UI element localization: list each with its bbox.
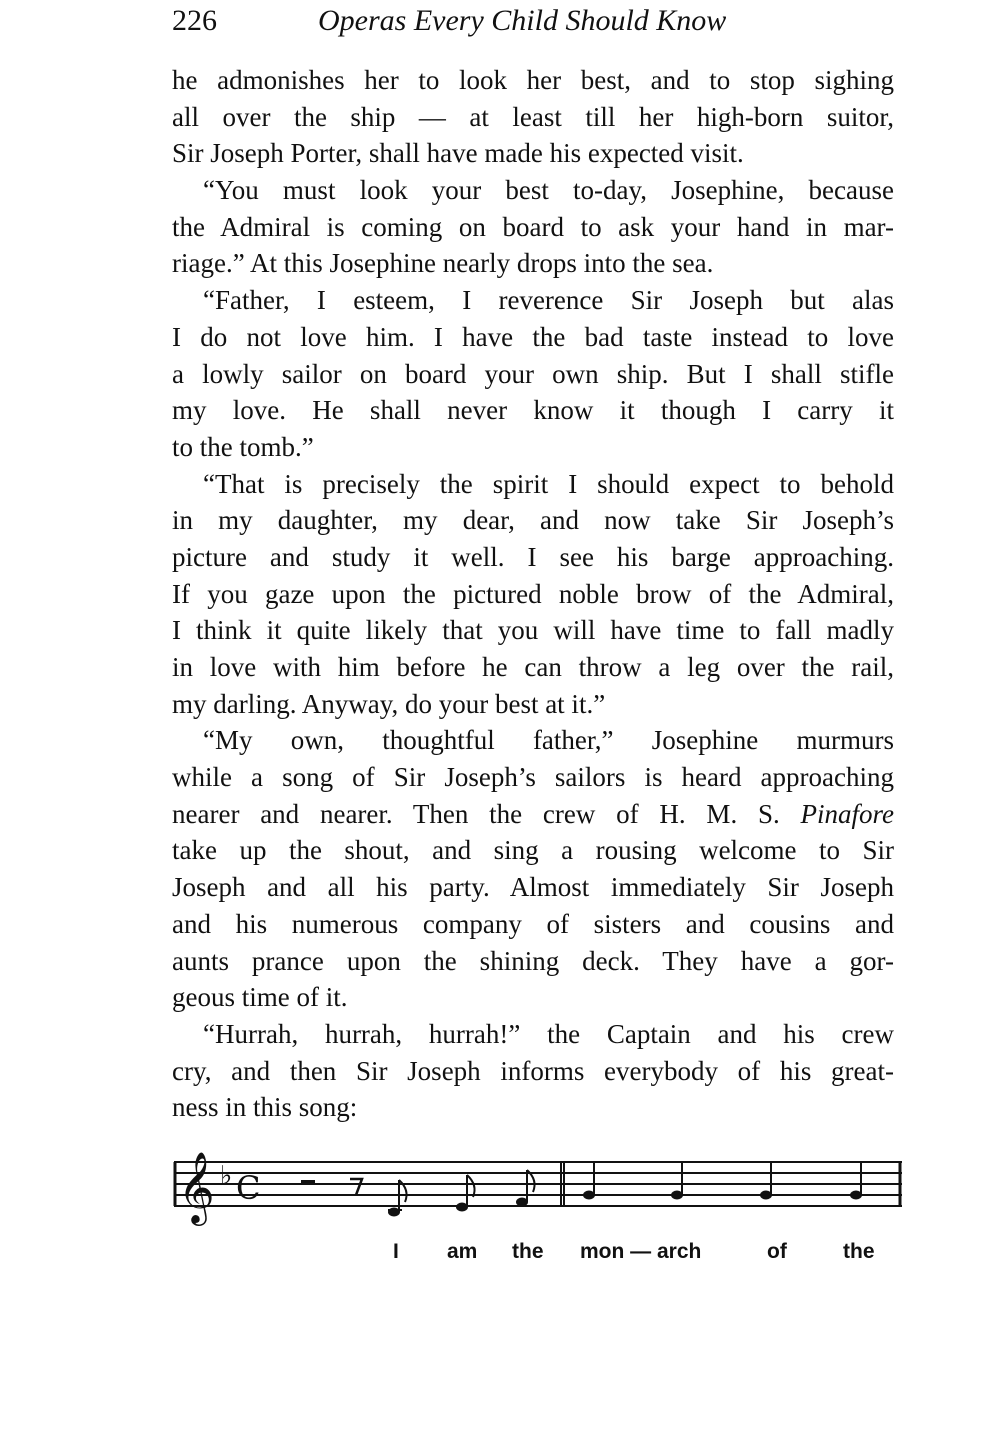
text-line: to the tomb.” xyxy=(172,431,314,462)
text-line: “That is precisely the spirit I should expect to behold xyxy=(203,468,894,499)
page-number: 226 xyxy=(172,4,217,37)
text-line-start: nearer and nearer. Then the crew of H. M. S. xyxy=(172,798,780,829)
lyric-syllable: I xyxy=(393,1240,399,1263)
text-line: Sir Joseph Porter, shall have made his expected visit. xyxy=(172,138,744,169)
text-line: picture and study it well. I see his barge approaching. xyxy=(172,541,894,572)
lyric-syllable: the xyxy=(843,1240,875,1263)
lyric-syllable: am xyxy=(447,1240,478,1263)
staff-lines xyxy=(174,1162,902,1206)
text-line: “My own, thoughtful father,” Josephine murmurs xyxy=(203,725,894,756)
common-time-icon: C xyxy=(236,1169,261,1207)
text-line: my love. He shall never know it though I carry it xyxy=(172,395,894,426)
lyric-syllable: of xyxy=(767,1240,787,1263)
text-line: aunts prance upon the shining deck. They have a gor- xyxy=(172,945,894,976)
text-line: my darling. Anyway, do your best at it.” xyxy=(172,688,606,719)
running-title: Operas Every Child Should Know xyxy=(318,4,727,37)
flat-key-signature-icon: ♭ xyxy=(220,1161,233,1191)
text-line: “You must look your best to-day, Josephine, because xyxy=(203,175,894,206)
note-eighth xyxy=(388,1180,407,1217)
text-line: I do not love him. I have the bad taste instead to love xyxy=(172,321,894,352)
text-line: while a song of Sir Joseph’s sailors is heard approaching xyxy=(172,762,894,793)
text-line: “Father, I esteem, I reverence Sir Joseph but alas xyxy=(203,285,894,316)
text-line: a lowly sailor on board your own ship. But I shall stifle xyxy=(172,358,894,389)
text-line: cry, and then Sir Joseph informs everybody of his great- xyxy=(172,1055,894,1086)
text-line: and his numerous company of sisters and cousins and xyxy=(172,908,894,939)
body-text xyxy=(172,62,894,1126)
text-line: he admonishes her to look her best, and to stop sighing xyxy=(172,65,894,95)
text-line: If you gaze upon the pictured noble brow of the Admiral, xyxy=(172,578,894,609)
text-line: Joseph and all his party. Almost immediately Sir Joseph xyxy=(172,872,894,903)
lyric-syllable: the xyxy=(512,1240,544,1263)
text-line: I think it quite likely that you will have time to fall madly xyxy=(172,615,894,646)
half-rest-icon xyxy=(301,1180,315,1185)
text-line: riage.” At this Josephine nearly drops into the sea. xyxy=(172,248,714,279)
treble-clef-icon: 𝄞 xyxy=(178,1150,215,1223)
text-line: in my daughter, my dear, and now take Sir Joseph’s xyxy=(172,505,894,536)
text-line: ness in this song: xyxy=(172,1092,358,1123)
text-line xyxy=(172,796,894,833)
text-line: take up the shout, and sing a rousing welcome to Sir xyxy=(172,835,894,866)
text-line: in love with him before he can throw a leg over the rail, xyxy=(172,652,894,682)
ship-name: Pinafore xyxy=(800,798,895,829)
note-quarter xyxy=(671,1162,683,1200)
page-header xyxy=(172,4,902,44)
note-quarter xyxy=(850,1162,862,1200)
text-line: “Hurrah, hurrah, hurrah!” the Captain and his crew xyxy=(203,1018,894,1049)
note-quarter xyxy=(583,1162,595,1200)
music-staff xyxy=(172,1150,904,1240)
lyric-syllable: mon — arch xyxy=(580,1240,702,1263)
text-line: all over the ship — at least till her high-born suitor, xyxy=(172,101,894,132)
text-line: the Admiral is coming on board to ask your hand in mar- xyxy=(172,211,894,242)
note-quarter xyxy=(760,1162,772,1200)
eighth-rest-icon xyxy=(350,1179,362,1195)
text-line: geous time of it. xyxy=(172,982,348,1013)
note-eighth xyxy=(516,1170,535,1207)
